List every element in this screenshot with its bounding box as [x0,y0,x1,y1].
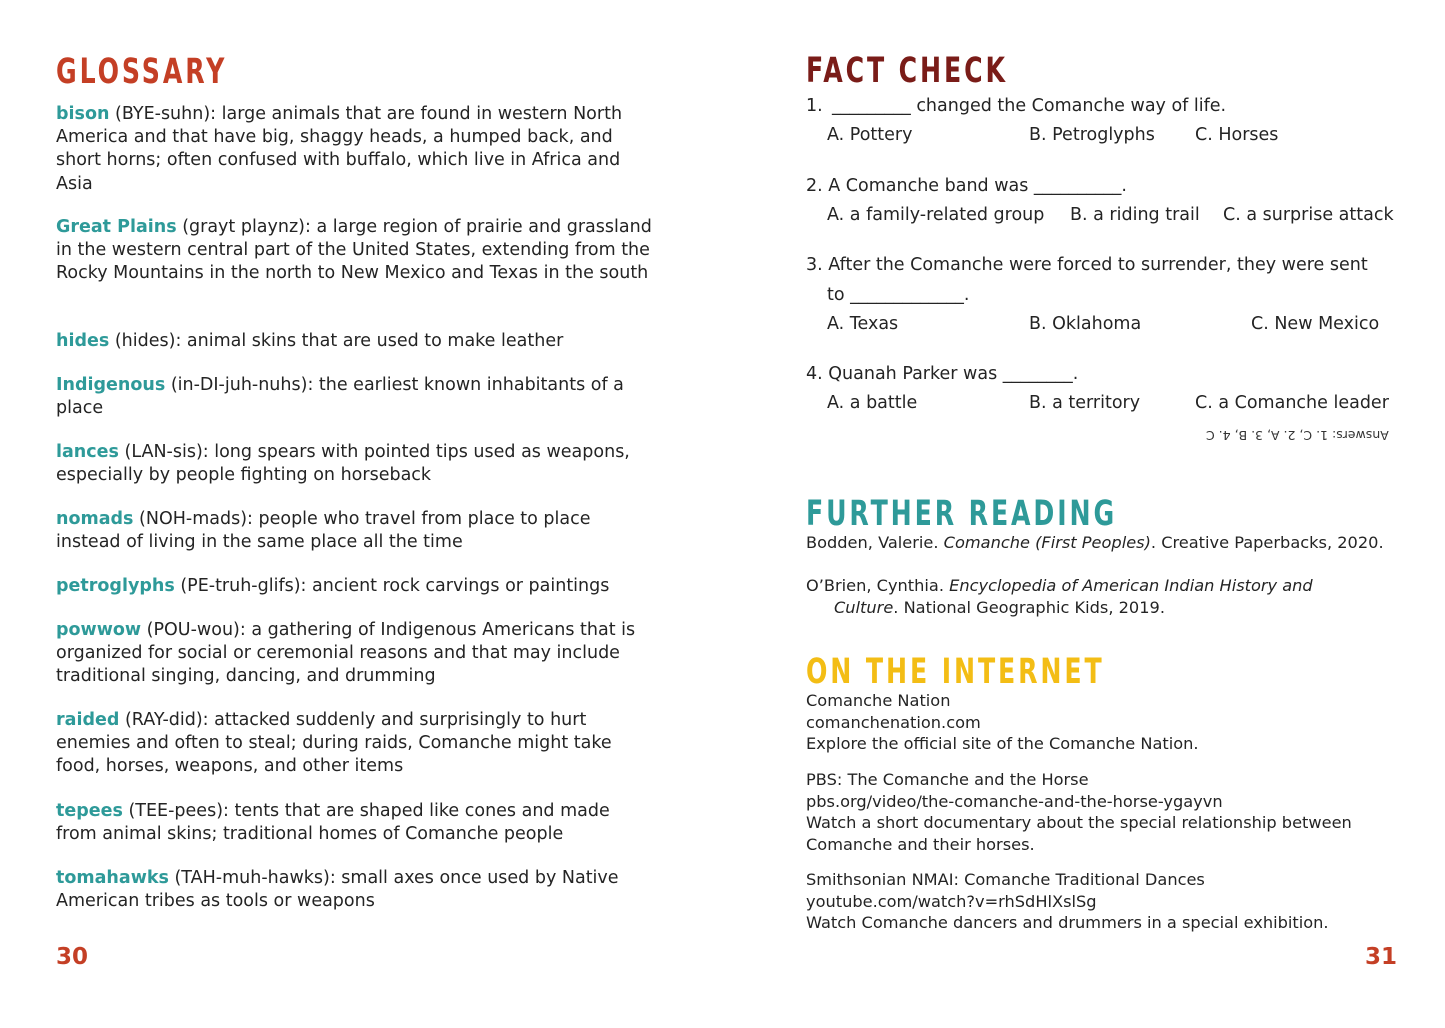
website-description: Watch a short documentary about the special relationship between [806,813,1352,833]
glossary-term: lances [56,442,119,462]
glossary-term: hides [56,331,110,351]
reference-publisher: . Creative Paperbacks, 2020. [1150,533,1384,552]
reference-item [806,575,1426,618]
reference-title: Encyclopedia of American Indian History and [949,576,1313,595]
website-name: Smithsonian NMAI: Comanche Traditional Dances [806,870,1205,889]
website-name: Comanche Nation [806,691,951,710]
website-entry [806,869,1426,934]
glossary-definition: (POU-wou): a gathering of Indigenous Americans that is organized for social or ceremonial reasons and that may include traditional singing, dancing, and drumming [56,620,636,687]
website-description: Explore the official site of the Comanche Nation. [806,734,1199,754]
answer-option: B. Oklahoma [1029,314,1142,334]
answer-option: B. Petroglyphs [1029,125,1155,145]
left-page [0,0,722,1028]
glossary-entry [56,374,656,420]
glossary-term: tomahawks [56,868,169,888]
question-prompt-continued: to _____________. [827,285,970,305]
question-prompt: 2. A Comanche band was __________. [806,176,1127,196]
glossary-definition: (BYE-suhn): large animals that are found in western North America and that have big, shaggy heads, a humped back, and short horns; often confused with buffalo, which live in Africa and Asia [56,104,623,194]
website-entry [806,769,1426,856]
reference-title: Comanche (First Peoples) [943,533,1151,552]
glossary-term: Indigenous [56,375,166,395]
answer-option: C. a surprise attack [1223,205,1394,225]
reference-item [806,532,1426,554]
glossary-definition: (LAN-sis): long spears with pointed tips used as weapons, especially by people fighting on horseback [56,442,630,486]
right-page [722,0,1445,1028]
answer-option: A. a battle [827,393,918,413]
website-entry [806,690,1426,755]
reference-author: Bodden, Valerie. [806,533,944,552]
glossary-entry [56,103,656,196]
question-prompt: _________ changed the Comanche way of life. [832,96,1227,116]
website-url[interactable]: comanchenation.com [806,712,981,732]
website-name: PBS: The Comanche and the Horse [806,770,1089,789]
glossary-term: nomads [56,509,134,529]
answer-option: A. Pottery [827,125,913,145]
glossary-term: raided [56,710,120,730]
glossary-term: Great Plains [56,217,177,237]
glossary-definition: (grayt playnz): a large region of prairie and grassland in the western central part of the United States, extending from the Rocky Mountains in the north to New Mexico and Texas in the south [56,217,652,284]
reference-title-continued: Culture [834,597,894,617]
answer-option: A. Texas [827,314,899,334]
glossary-entry [56,508,656,554]
glossary-term: bison [56,104,110,124]
glossary-entry [56,867,656,913]
glossary-term: tepees [56,801,123,821]
further-reading-heading: FURTHER READING [806,494,1118,534]
glossary-definition: (hides): animal skins that are used to make leather [109,331,564,351]
reference-continuation [806,597,1426,619]
website-url[interactable]: pbs.org/video/the-comanche-and-the-horse-ygayvn [806,791,1223,811]
glossary-entry [56,575,656,598]
website-description: Watch Comanche dancers and drummers in a special exhibition. [806,913,1329,933]
glossary-entry [56,216,656,286]
question-prompt: 4. Quanah Parker was ________. [806,364,1079,384]
glossary-entry [56,709,656,779]
glossary-entry [56,441,656,487]
glossary-definition: (RAY-did): attacked suddenly and surprisingly to hurt enemies and often to steal; during raids, Comanche might take food, horses, weapons, and other items [56,710,612,777]
glossary-definition: (NOH-mads): people who travel from place to place instead of living in the same place all the time [56,509,591,553]
answer-option: C. Horses [1195,125,1279,145]
website-description-continued: Comanche and their horses. [806,835,1035,855]
fact-check-heading: FACT CHECK [806,51,1008,91]
reference-publisher: . National Geographic Kids, 2019. [893,597,1165,617]
internet-heading: ON THE INTERNET [806,652,1105,692]
glossary-term: petroglyphs [56,576,175,596]
glossary-entry [56,330,656,353]
glossary-heading: GLOSSARY [56,52,228,92]
website-url[interactable]: youtube.com/watch?v=rhSdHlXslSg [806,891,1097,911]
glossary-definition: (PE-truh-glifs): ancient rock carvings or paintings [174,576,610,596]
glossary-definition: (TEE-pees): tents that are shaped like cones and made from animal skins; traditional homes of Comanche people [56,801,610,845]
question-prompt: 3. After the Comanche were forced to surrender, they were sent [806,255,1368,275]
glossary-definition: (TAH-muh-hawks): small axes once used by Native American tribes as tools or weapons [56,868,619,912]
question-number: 1. [806,96,823,116]
answer-key-upside-down: Answers: 1. C, 2. A, 3. B, 4. C [1206,428,1389,443]
answer-option: B. a riding trail [1070,205,1200,225]
reference-author: O’Brien, Cynthia. [806,576,950,595]
glossary-entry [56,619,656,689]
glossary-definition: (in-DI-juh-nuhs): the earliest known inhabitants of a place [56,375,624,419]
page-number: 30 [56,944,89,970]
answer-option: C. a Comanche leader [1195,393,1389,413]
answer-option: A. a family-related group [827,205,1045,225]
answer-option: C. New Mexico [1251,314,1380,334]
page-number: 31 [1365,944,1398,970]
glossary-term: powwow [56,620,142,640]
answer-option: B. a territory [1029,393,1141,413]
glossary-entry [56,800,656,846]
